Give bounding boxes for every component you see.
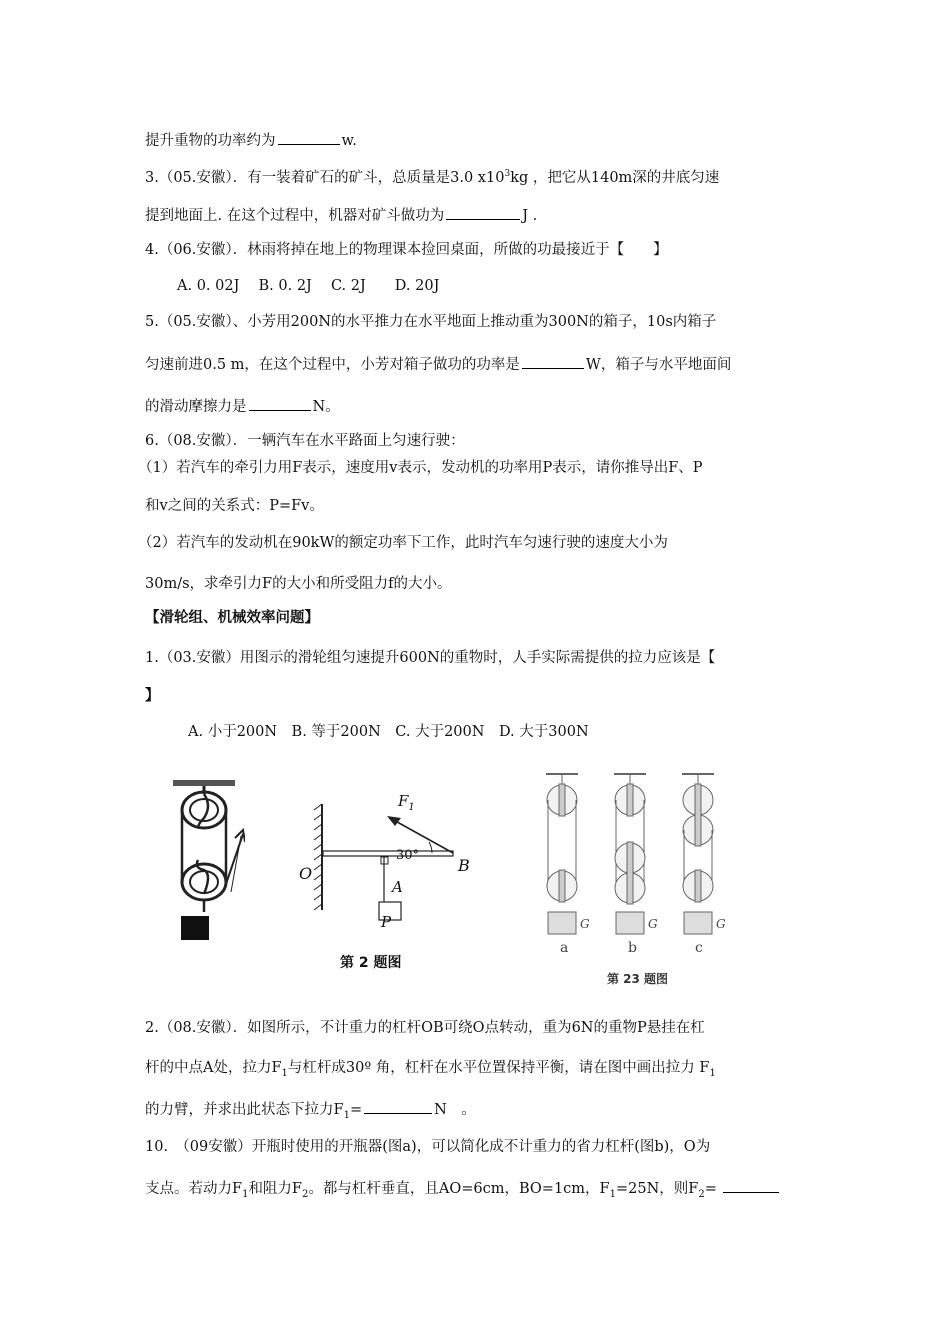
label-g-a: G <box>580 917 590 931</box>
text-line: （2）若汽车的发动机在90kW的额定功率下工作，此时汽车匀速行驶的速度大小为 <box>138 535 668 551</box>
text-line: 的滑动摩擦力是 N。 <box>145 396 340 417</box>
text-line: 的力臂，并求出此状态下拉力$F_1= N$ 。 <box>145 1099 476 1126</box>
label-c-system: c <box>695 940 703 956</box>
text-line: 提升重物的功率约为 w. <box>145 130 357 151</box>
text-line: （1）若汽车的牵引力用F表示，速度用v表示，发动机的功率用P表示，请你推导出F、P <box>138 460 703 476</box>
answer-blank[interactable] <box>723 1178 779 1193</box>
answer-blank[interactable] <box>249 396 311 411</box>
question-3: 3.（05.安徽）．有一装着矿石的矿斗，总质量是3.0 $x10^3kg$ ，把它从140m深的井底匀速 <box>145 169 720 186</box>
pulley-systems-figure <box>536 768 736 938</box>
answer-blank[interactable] <box>522 354 584 369</box>
answer-blank[interactable] <box>278 130 340 145</box>
label-b-system: b <box>628 940 637 956</box>
question-2: 2.（08.安徽）．如图所示，不计重力的杠杆OB可绕O点转动，重为6N的重物P悬挂在杠 <box>145 1020 705 1036</box>
text-line: 30m/s，求牵引力F的大小和所受阻力f的大小。 <box>145 576 452 592</box>
question-4: 4.（06.安徽）．林雨将掉在地上的物理课本捡回桌面，所做的功最接近于【 】 <box>145 242 668 258</box>
text-line: 和v之间的关系式：P=Fv。 <box>145 498 324 514</box>
text-line: 杆的中点A处，拉力$F_1$与杠杆成30º 角，杠杆在水平位置保持平衡，请在图中画出拉力 $F_1$ <box>145 1060 716 1079</box>
label-a: A <box>392 878 403 896</box>
label-b: B <box>458 856 470 875</box>
question-6: 6.（08.安徽）．一辆汽车在水平路面上匀速行驶： <box>145 433 465 449</box>
label-g-b: G <box>648 917 658 931</box>
question-10: 10. （09安徽）开瓶时使用的开瓶器(图a)，可以简化成不计重力的省力杠杆(图b)，O为 <box>145 1139 711 1155</box>
text-line: 支点。若动力$F_1$和阻力$F_2$。都与杠杆垂直，且AO=6cm，BO=1cm，$F_1=25N$，则$F_2=$ <box>145 1178 781 1205</box>
options: A. 0. 02J B. 0. 2J C. 2J D. 20J <box>177 278 440 294</box>
question-1: 1.（03.安徽）用图示的滑轮组匀速提升600N的重物时，人手实际需提供的拉力应该是【 <box>145 650 716 666</box>
answer-blank[interactable] <box>364 1099 432 1114</box>
answer-blank[interactable] <box>446 205 520 220</box>
text-line: 提到地面上. 在这个过程中，机器对矿斗做功为 J . <box>145 205 537 226</box>
figure-caption: 第 2 题图 <box>340 955 402 971</box>
label-o: O <box>299 864 313 883</box>
pulley-figure <box>165 776 245 944</box>
question-5: 5.（05.安徽）、小芳用200N的水平推力在水平地面上推动重为300N的箱子，10s内箱子 <box>145 314 717 330</box>
text-line: 】 <box>145 687 160 704</box>
label-g-c: G <box>716 917 726 931</box>
section-heading: 【滑轮组、机械效率问题】 <box>145 609 319 626</box>
figure-caption: 第 23 题图 <box>607 972 669 986</box>
label-a-system: a <box>560 940 569 956</box>
text-line: 匀速前进0.5 m，在这个过程中，小芳对箱子做功的功率是 W，箱子与水平地面间 <box>145 354 731 375</box>
options: A. 小于200N B. 等于200N C. 大于200N D. 大于300N <box>188 724 589 740</box>
label-p: P <box>381 913 392 931</box>
label-f1: $F_1$ <box>398 792 415 813</box>
label-angle: 30° <box>396 848 420 863</box>
